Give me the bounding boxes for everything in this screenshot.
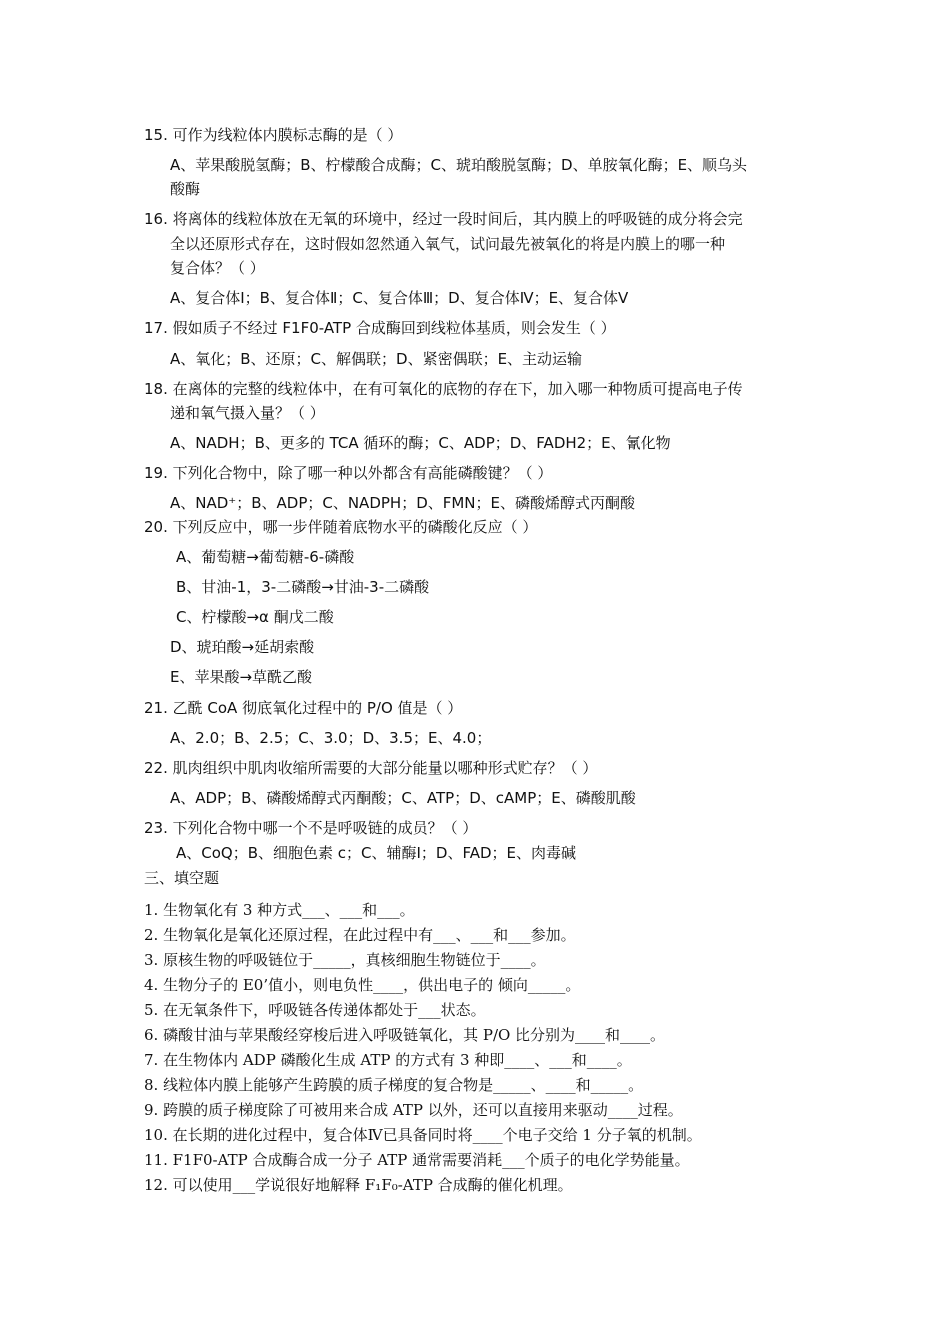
section-title: 三、填空题 (144, 869, 220, 887)
fill-item-10: 10. 在长期的进化过程中，复合体Ⅳ已具备同时将____个电子交给 1 分子氧的机制。 (144, 1126, 702, 1144)
fill-item-9: 9. 跨膜的质子梯度除了可被用来合成 ATP 以外，还可以直接用来驱动____过程。 (144, 1101, 683, 1119)
question-21-options: A、2.0；B、2.5；C、3.0；D、3.5；E、4.0； (170, 729, 492, 747)
question-20-option-d: D、琥珀酸→延胡索酸 (170, 638, 315, 656)
question-17-options: A、氧化；B、还原；C、解偶联；D、紧密偶联；E、主动运输 (170, 350, 583, 368)
question-23: 23. 下列化合物中哪一个不是呼吸链的成员？（ ） (144, 819, 478, 837)
question-21: 21. 乙酰 CoA 彻底氧化过程中的 P/O 值是（ ） (144, 699, 463, 717)
question-18: 18. 在离体的完整的线粒体中，在有可氧化的底物的存在下，加入哪一种物质可提高电子传 (144, 380, 743, 398)
fill-item-4: 4. 生物分子的 E0’值小，则电负性____，供出电子的 倾向_____。 (144, 976, 581, 994)
fill-item-5: 5. 在无氧条件下，呼吸链各传递体都处于___状态。 (144, 1001, 486, 1019)
question-22-options: A、ADP；B、磷酸烯醇式丙酮酸；C、ATP；D、cAMP；E、磷酸肌酸 (170, 789, 636, 807)
question-16-cont: 复合体？（ ） (170, 259, 265, 277)
question-16: 16. 将离体的线粒体放在无氧的环境中，经过一段时间后，其内膜上的呼吸链的成分将会完 (144, 210, 743, 228)
question-18-cont: 递和氧气摄入量？（ ） (170, 404, 325, 422)
question-20: 20. 下列反应中，哪一步伴随着底物水平的磷酸化反应（ ） (144, 518, 538, 536)
fill-item-12: 12. 可以使用___学说很好地解释 F₁F₀-ATP 合成酶的催化机理。 (144, 1176, 573, 1194)
question-15: 15. 可作为线粒体内膜标志酶的是（ ） (144, 126, 403, 144)
question-19-options: A、NAD⁺；B、ADP；C、NADPH；D、FMN；E、磷酸烯醇式丙酮酸 (170, 494, 636, 512)
question-20-option-e: E、苹果酸→草酰乙酸 (170, 668, 313, 686)
fill-item-11: 11. F1F0-ATP 合成酶合成一分子 ATP 通常需要消耗___个质子的电化学势能量。 (144, 1151, 690, 1169)
fill-item-2: 2. 生物氧化是氧化还原过程，在此过程中有___、___和___参加。 (144, 926, 576, 944)
question-15-options: A、苹果酸脱氢酶；B、柠檬酸合成酶；C、琥珀酸脱氢酶；D、单胺氧化酶；E、顺乌头 (170, 156, 748, 174)
question-20-option-a: A、葡萄糖→葡萄糖-6-磷酸 (176, 548, 355, 566)
fill-item-1: 1. 生物氧化有 3 种方式___、___和___。 (144, 901, 415, 919)
question-17: 17. 假如质子不经过 F1F0-ATP 合成酶回到线粒体基质，则会发生（ ） (144, 319, 616, 337)
fill-item-3: 3. 原核生物的呼吸链位于_____，真核细胞生物链位于____。 (144, 951, 546, 969)
fill-item-7: 7. 在生物体内 ADP 磷酸化生成 ATP 的方式有 3 种即____、___和____。 (144, 1051, 632, 1069)
question-20-option-c: C、柠檬酸→α 酮戊二酸 (176, 608, 334, 626)
question-16-cont: 全以还原形式存在，这时假如忽然通入氧气，试问最先被氧化的将是内膜上的哪一种 (170, 235, 726, 253)
question-23-options: A、CoQ；B、细胞色素 c；C、辅酶Ⅰ；D、FAD；E、肉毒碱 (176, 844, 577, 862)
question-19: 19. 下列化合物中，除了哪一种以外都含有高能磷酸键？（ ） (144, 464, 553, 482)
question-22: 22. 肌肉组织中肌肉收缩所需要的大部分能量以哪种形式贮存？（ ） (144, 759, 598, 777)
question-18-options: A、NADH；B、更多的 TCA 循环的酶；C、ADP；D、FADH2；E、氰化物 (170, 434, 671, 452)
fill-item-6: 6. 磷酸甘油与苹果酸经穿梭后进入呼吸链氧化，其 P/O 比分别为____和____。 (144, 1026, 666, 1044)
question-20-option-b: B、甘油-1，3-二磷酸→甘油-3-二磷酸 (176, 578, 430, 596)
question-16-options: A、复合体Ⅰ；B、复合体Ⅱ；C、复合体Ⅲ；D、复合体Ⅳ；E、复合体Ⅴ (170, 289, 629, 307)
fill-item-8: 8. 线粒体内膜上能够产生跨膜的质子梯度的复合物是_____、____和_____。 (144, 1076, 644, 1094)
question-15-options-cont: 酸酶 (170, 180, 201, 198)
